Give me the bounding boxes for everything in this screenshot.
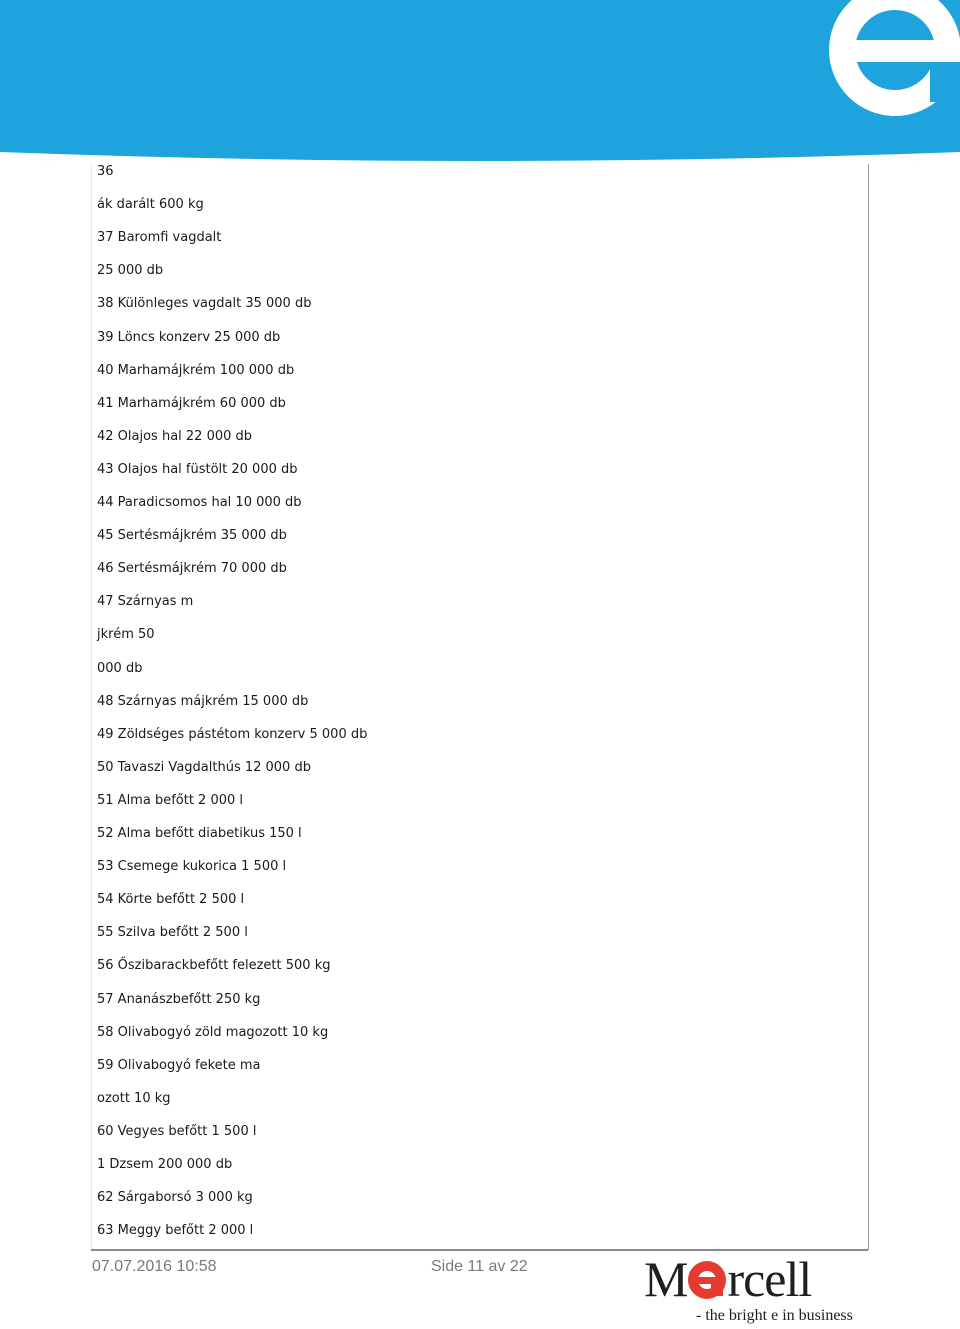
document-line: 46 Sertésmájkrém 70 000 db: [97, 561, 287, 577]
document-line: jkrém 50: [97, 627, 155, 643]
document-line: ák darált 600 kg: [97, 197, 204, 213]
document-line: 57 Ananászbefőtt 250 kg: [97, 991, 261, 1007]
document-line: 25 000 db: [97, 263, 164, 279]
document-line: 52 Alma befőtt diabetikus 150 l: [97, 826, 302, 841]
document-line: 54 Körte befőtt 2 500 l: [97, 892, 245, 908]
footer-date: 07.07.2016 10:58: [92, 1258, 217, 1275]
document-line: 48 Szárnyas májkrém 15 000 db: [97, 693, 309, 709]
document-line: 36: [97, 164, 114, 179]
logo-wordmark: [644, 1252, 811, 1306]
document-line: 45 Sertésmájkrém 35 000 db: [97, 528, 287, 544]
document-line: 50 Tavaszi Vagdalthús 12 000 db: [97, 759, 311, 775]
marcell-logo: [644, 1252, 874, 1329]
document-line: 1 Dzsem 200 000 db: [97, 1157, 233, 1172]
document-line: 59 Olivabogyó fekete ma: [97, 1057, 261, 1073]
document-line: 56 Őszibarackbefőtt felezett 500 kg: [97, 958, 331, 974]
document-line: 43 Olajos hal füstölt 20 000 db: [97, 461, 298, 477]
document-line: 47 Szárnyas m: [97, 594, 194, 610]
logo-tagline: - the bright e in business: [696, 1307, 853, 1324]
document-line: 60 Vegyes befőtt 1 500 l: [97, 1123, 257, 1139]
document-line: 53 Csemege kukorica 1 500 l: [97, 859, 287, 875]
document-line: 62 Sárgaborsó 3 000 kg: [97, 1190, 253, 1206]
header-graphic: [0, 0, 960, 165]
document-line: 38 Különleges vagdalt 35 000 db: [97, 296, 312, 312]
logo-letters-rcell: rcell: [727, 1251, 812, 1307]
document-line: 42 Olajos hal 22 000 db: [97, 428, 253, 444]
document-line: 40 Marhamájkrém 100 000 db: [97, 362, 295, 378]
logo-letter-m: M: [644, 1251, 688, 1307]
page-indicator: Side 11 av 22: [431, 1258, 528, 1275]
document-line: 51 Alma befőtt 2 000 l: [97, 792, 244, 808]
logo-e-icon: [687, 1256, 727, 1296]
document-line: 44 Paradicsomos hal 10 000 db: [97, 495, 302, 510]
document-line: 58 Olivabogyó zöld magozott 10 kg: [97, 1024, 329, 1040]
document-line: 55 Szilva befőtt 2 500 l: [97, 925, 248, 941]
document-line: ozott 10 kg: [97, 1090, 171, 1106]
document-line: 000 db: [97, 660, 143, 676]
document-line: 39 Löncs konzerv 25 000 db: [97, 329, 281, 345]
document-line: 49 Zöldséges pástétom konzerv 5 000 db: [97, 726, 368, 742]
document-line: 37 Baromfi vagdalt: [97, 230, 222, 246]
document-line: 41 Marhamájkrém 60 000 db: [97, 395, 286, 411]
document-line: 63 Meggy befőtt 2 000 l: [97, 1223, 254, 1239]
header-band: [0, 0, 960, 165]
